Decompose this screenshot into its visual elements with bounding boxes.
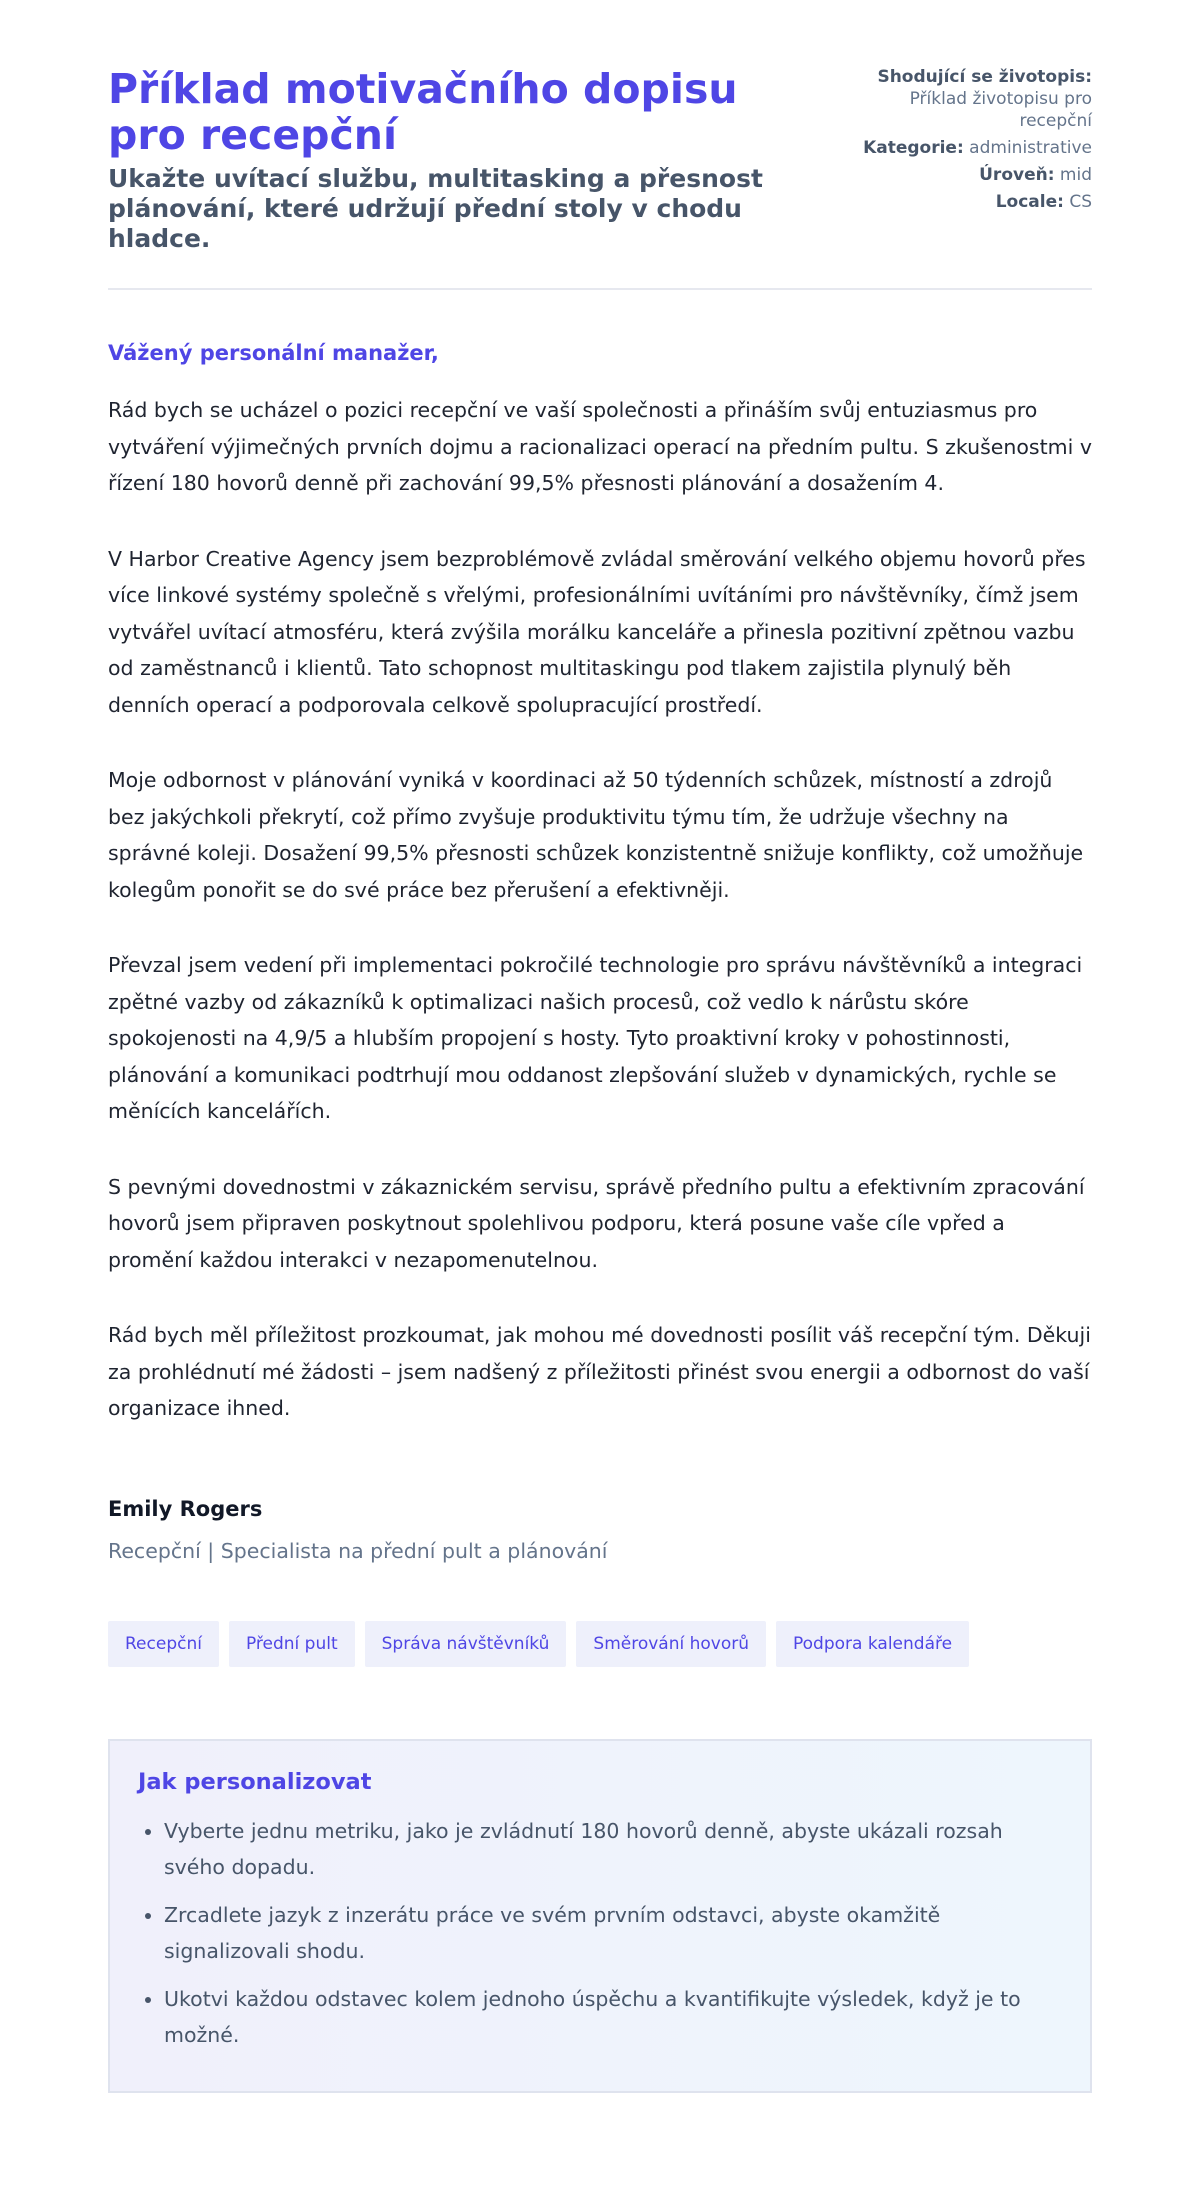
meta-locale-value: CS <box>1069 192 1092 212</box>
letter-body <box>108 290 1092 2093</box>
skill-tag: Správa návštěvníků <box>365 1621 567 1667</box>
letter-paragraph: S pevnými dovednostmi v zákaznickém servisu, správě předního pultu a efektivním zpracování hovorů jsem připraven poskytnout spolehlivou podporu, která posune vaše cíle vpřed a promění každou interakci v nezapomenutelnou. <box>108 1174 1085 1272</box>
meta-level-value: mid <box>1059 165 1092 185</box>
meta-resume-link[interactable]: Příklad životopisu pro recepční <box>909 89 1092 131</box>
meta-locale <box>832 191 1092 213</box>
page-header <box>108 0 1092 290</box>
meta-level-label: Úroveň: <box>979 165 1055 185</box>
signature-role: Recepční | Specialista na přední pult a plánování <box>108 1538 608 1563</box>
meta-locale-label: Locale: <box>995 192 1064 212</box>
skill-tag: Podpora kalendáře <box>776 1621 969 1667</box>
signature <box>108 1495 1092 1565</box>
skill-tag: Recepční <box>108 1621 219 1667</box>
skill-tag: Směrování hovorů <box>576 1621 766 1667</box>
letter-paragraph: V Harbor Creative Agency jsem bezproblémově zvládal směrování velkého objemu hovorů přes více linkové systémy společně s vřelými, profesionálními uvítáními pro návštěvníky, čímž jsem vytvářel uvítací atmosféru, která zvýšila morálku kanceláře a přinesla pozitivní zpětnou vazbu od zaměstnanců i klientů. Tato schopnost multitaskingu pod tlakem zajistila plynulý běh denních operací a podporovala celkově spolupracující prostředí. <box>108 546 1086 717</box>
signature-name: Emily Rogers <box>108 1496 263 1521</box>
skill-tags <box>108 1621 1092 1667</box>
tip-item: • Zrcadlete jazyk z inzerátu práce ve svém prvním odstavci, abyste okamžitě signalizovali shodu. <box>164 1897 1062 1970</box>
meta-category <box>832 137 1092 159</box>
skill-tag: Přední pult <box>229 1621 355 1667</box>
tip-item: • Vyberte jednu metriku, jako je zvládnutí 180 hovorů denně, abyste ukázali rozsah svého dopadu. <box>164 1813 1062 1886</box>
meta-resume-label: Shodující se životopis: <box>877 67 1092 87</box>
letter-paragraph: Rád bych měl příležitost prozkoumat, jak mohou mé dovednosti posílit váš recepční tým. Děkuji za prohlédnutí mé žádosti – jsem nadšený z příležitosti přinést svou energii a odbornost do vaší organizace ihned. <box>108 1323 1091 1420</box>
meta-level <box>832 164 1092 186</box>
tips-list <box>138 1813 1062 2054</box>
header-titles <box>108 66 828 254</box>
letter-paragraph: Rád bych se ucházel o pozici recepční ve vaší společnosti a přináším svůj entuziasmus pro vytváření výjimečných prvních dojmu a racionalizaci operací na předním pultu. S zkušenostmi v řízení 180 hovorů denně při zachování 99,5% přesnosti plánování a dosažením 4. <box>108 398 1092 495</box>
personalize-tips-box <box>108 1739 1092 2093</box>
letter-paragraph: Převzal jsem vedení při implementaci pokročilé technologie pro správu návštěvníků a integraci zpětné vazby od zákazníků k optimalizaci našich procesů, což vedlo k nárůstu skóre spokojenosti na 4,9/5 a hlubším propojení s hosty. Tyto proaktivní kroky v pohostinnosti, plánování a komunikaci podtrhují mou oddanost zlepšování služeb v dynamických, rychle se měnících kancelářích. <box>108 953 1083 1123</box>
page-title: Příklad motivačního dopisu pro recepční <box>108 65 738 159</box>
tips-title: Jak personalizovat <box>138 1768 372 1795</box>
meta-resume <box>832 66 1092 132</box>
salutation: Vážený personální manažer, <box>108 341 439 365</box>
meta-category-value: administrative <box>969 138 1092 158</box>
tip-item: • Ukotvi každou odstavec kolem jednoho úspěchu a kvantifikujte výsledek, když je to možné. <box>164 1981 1062 2054</box>
meta-category-label: Kategorie: <box>863 138 964 158</box>
page-subtitle: Ukažte uvítací službu, multitasking a přesnost plánování, které udržují přední stoly v chodu hladce. <box>108 164 763 253</box>
meta-panel <box>832 66 1092 218</box>
letter-paragraph: Moje odbornost v plánování vyniká v koordinaci až 50 týdenních schůzek, místností a zdrojů bez jakýchkoli překrytí, což přímo zvyšuje produktivitu týmu tím, že udržuje všechny na správné koleji. Dosažení 99,5% přesnosti schůzek konzistentně snižuje konflikty, což umožňuje kolegům ponořit se do své práce bez přerušení a efektivněji. <box>108 768 1084 902</box>
